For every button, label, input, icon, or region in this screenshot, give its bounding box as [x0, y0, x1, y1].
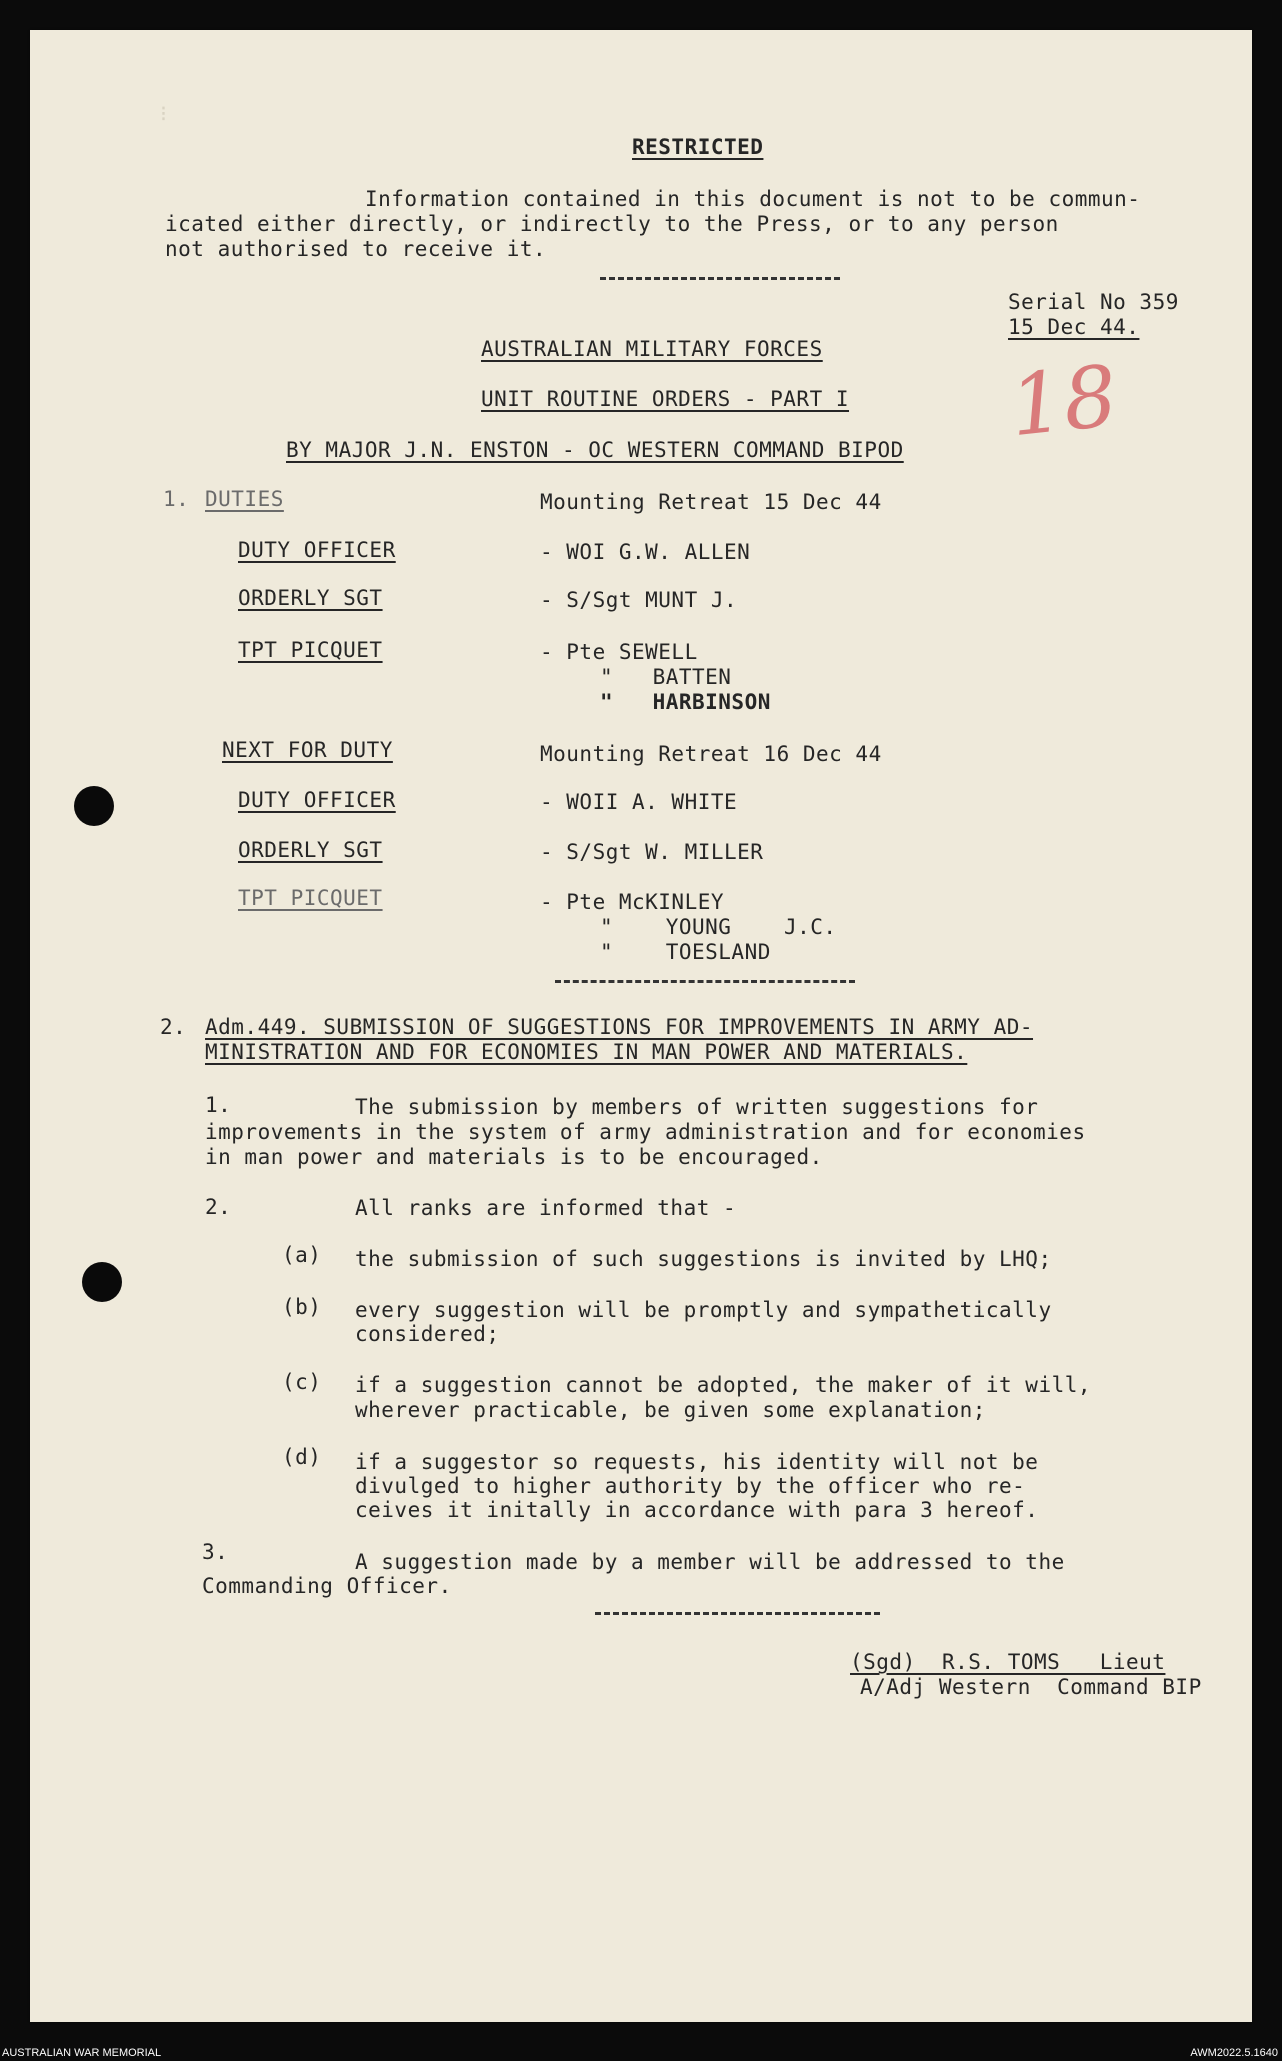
para-text: All ranks are informed that - — [355, 1196, 737, 1220]
section-number: 1. — [163, 487, 190, 511]
para-text: improvements in the system of army administration and for economies — [205, 1120, 1086, 1144]
picquet-name: " YOUNG J.C. — [600, 915, 837, 939]
para-text: The submission by members of written suggestions for — [355, 1095, 1039, 1119]
duty-value: - S/Sgt MUNT J. — [540, 588, 738, 612]
picquet-name: " TOESLAND — [600, 940, 771, 964]
divider — [600, 277, 840, 280]
duty-role: DUTY OFFICER — [238, 538, 396, 562]
duty-value: - WOI G.W. ALLEN — [540, 540, 751, 564]
picquet-name: " BATTEN — [600, 665, 732, 689]
para-text: Commanding Officer. — [202, 1574, 452, 1598]
item-text: if a suggestion cannot be adopted, the maker of it will, — [355, 1373, 1092, 1397]
section-title-line-2: MINISTRATION AND FOR ECONOMIES IN MAN POWER AND MATERIALS. — [205, 1040, 968, 1064]
next-duty-heading: NEXT FOR DUTY — [222, 738, 393, 762]
document-date: 15 Dec 44. — [1008, 315, 1140, 339]
notice-line-3: not authorised to receive it. — [165, 237, 547, 261]
para-number: 1. — [205, 1093, 232, 1117]
duty-value: - Pte McKINLEY — [540, 890, 725, 914]
archive-reference: AWM2022.5.1640 — [1190, 2047, 1278, 2059]
punch-hole — [74, 786, 114, 826]
duty-role: TPT PICQUET — [238, 886, 383, 910]
item-text: divulged to higher authority by the officer who re- — [355, 1474, 1026, 1498]
restricted-heading: RESTRICTED — [632, 135, 764, 159]
punch-hole — [82, 1262, 122, 1302]
item-label: (c) — [282, 1370, 322, 1394]
mounting-line: Mounting Retreat 16 Dec 44 — [540, 742, 882, 766]
item-text: considered; — [355, 1322, 500, 1346]
section-number: 2. — [160, 1015, 187, 1039]
duty-role: DUTY OFFICER — [238, 788, 396, 812]
item-text: if a suggestor so requests, his identity will not be — [355, 1450, 1039, 1474]
item-label: (a) — [282, 1243, 322, 1267]
duty-role: ORDERLY SGT — [238, 586, 383, 610]
divider — [555, 980, 855, 983]
org-title: AUSTRALIAN MILITARY FORCES — [481, 337, 823, 361]
item-text: wherever practicable, be given some explanation; — [355, 1398, 986, 1422]
issuer-line: BY MAJOR J.N. ENSTON - OC WESTERN COMMAND BIPOD — [286, 438, 904, 462]
emboss-mark: ⁝ — [160, 102, 167, 127]
duty-value: - S/Sgt W. MILLER — [540, 840, 764, 864]
duty-value: - WOII A. WHITE — [540, 790, 738, 814]
duties-heading: DUTIES — [205, 487, 284, 511]
serial-number: Serial No 359 — [1008, 290, 1179, 314]
duty-role: TPT PICQUET — [238, 638, 383, 662]
para-text: in man power and materials is to be encouraged. — [205, 1145, 823, 1169]
divider — [595, 1612, 880, 1615]
item-label: (b) — [282, 1295, 322, 1319]
notice-line-1: Information contained in this document is not to be commun- — [365, 187, 1141, 211]
section-title-line-1: Adm.449. SUBMISSION OF SUGGESTIONS FOR IMPROVEMENTS IN ARMY AD- — [205, 1015, 1034, 1039]
para-number: 3. — [202, 1540, 229, 1564]
archive-credit: AUSTRALIAN WAR MEMORIAL — [2, 2047, 162, 2059]
item-text: the submission of such suggestions is invited by LHQ; — [355, 1247, 1052, 1271]
handwritten-folio-number: 18 — [1005, 346, 1122, 456]
para-text: A suggestion made by a member will be addressed to the — [355, 1550, 1065, 1574]
notice-line-2: icated either directly, or indirectly to the Press, or to any person — [165, 212, 1059, 236]
item-text: every suggestion will be promptly and sympathetically — [355, 1298, 1052, 1322]
mounting-line: Mounting Retreat 15 Dec 44 — [540, 490, 882, 514]
signature-title: A/Adj Western Command BIP — [860, 1675, 1202, 1699]
duty-role: ORDERLY SGT — [238, 838, 383, 862]
orders-title: UNIT ROUTINE ORDERS - PART I — [481, 387, 850, 411]
duty-value: - Pte SEWELL — [540, 640, 698, 664]
signature-line: (Sgd) R.S. TOMS Lieut — [850, 1650, 1166, 1674]
item-text: ceives it initally in accordance with para 3 hereof. — [355, 1498, 1039, 1522]
item-label: (d) — [282, 1445, 322, 1469]
para-number: 2. — [205, 1195, 232, 1219]
picquet-name: " HARBINSON — [600, 690, 771, 714]
